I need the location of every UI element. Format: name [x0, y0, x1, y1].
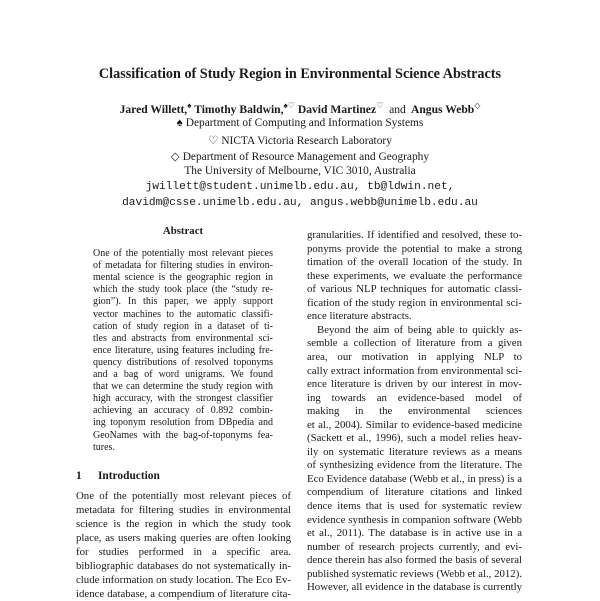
author-conjunction: and — [389, 102, 406, 116]
text-line: number of research projects currently, and evi- — [307, 540, 522, 553]
author-affiliation-mark: ♡ — [376, 101, 384, 110]
section-title: Introduction — [98, 470, 160, 482]
text-line: of metadata for filtering studies in environ- — [93, 260, 273, 272]
text-line: quency distributions of resolved toponyms — [93, 356, 273, 368]
text-line: timation of the overall location of the study. In — [307, 256, 522, 269]
diamond-icon: ◇ — [170, 151, 180, 163]
text-line: Eco Evidence database (Webb et al., in press) is a — [307, 472, 522, 485]
text-line: of various NLP techniques for automatic classi- — [307, 283, 522, 296]
author-affiliation-mark: ♠♡ — [283, 101, 295, 110]
text-line: One of the potentially most relevant pieces — [93, 248, 273, 259]
text-line: ence literature abstracts. — [307, 310, 412, 323]
text-line: ence literature is driven by our interest in mov- — [307, 378, 522, 391]
abstract-heading: Abstract — [162, 225, 204, 237]
text-line: ing toponym resolution from DBpedia and — [93, 417, 273, 429]
paper-title: Classification of Study Region in Environmental Science Abstracts — [98, 66, 502, 82]
spade-icon: ♠ — [176, 117, 183, 129]
affiliation-line — [0, 117, 600, 129]
author-name: David Martinez — [297, 102, 377, 116]
affiliation-line — [0, 149, 600, 163]
text-line: cation of study region in a dataset of ti- — [93, 320, 273, 332]
text-line: vector machines to the automatic classifi- — [93, 308, 273, 320]
text-line: Beyond the aim of being able to quickly as- — [317, 323, 522, 336]
text-line: fication of the study region in environmental sci- — [307, 296, 522, 309]
text-line: making in the environmental sciences — [307, 405, 522, 418]
text-line: of synthesizing evidence from the literature. The — [307, 459, 522, 472]
text-line: science is the region in which the study took — [76, 517, 291, 530]
text-line: ponyms provide the potential to make a strong — [307, 242, 522, 255]
text-line: and a bag of word unigrams. We found — [93, 369, 273, 380]
text-line: tles and abstracts from environmental sci- — [93, 332, 273, 344]
text-line: for studies performed in a specific area. — [76, 545, 291, 558]
author-name: Angus Webb — [410, 102, 475, 116]
text-line: which the study took place (the “study re- — [93, 284, 273, 296]
text-line: evidence synthesis in companion software (Webb — [307, 513, 522, 526]
affiliation-text: Department of Computing and Information Systems — [185, 117, 424, 129]
text-line: ence literature, using features including fre- — [93, 344, 273, 356]
text-line: clude information on study location. The Eco Ev- — [76, 573, 291, 586]
text-line: dence therein has also formed the basis of several — [307, 554, 522, 567]
author-affiliation-mark: ♠ — [187, 101, 192, 110]
text-line: dence items that is used for systematic review — [307, 500, 522, 512]
text-line: area, our motivation in applying NLP to — [307, 350, 522, 363]
text-line: achieving an accuracy of 0.892 combin- — [93, 405, 273, 417]
text-line: gion”). In this paper, we apply support — [93, 296, 273, 308]
text-line: GeoNames with the bag-of-toponyms fea- — [93, 429, 273, 441]
author-list — [0, 101, 600, 116]
section-number: 1 — [76, 470, 82, 482]
heart-icon: ♡ — [208, 135, 219, 147]
text-line: published systematic reviews (Webb et al., 2012). — [307, 567, 522, 580]
university-line: The University of Melbourne, VIC 3010, Australia — [184, 165, 416, 177]
text-line: that we can determine the study region with — [93, 381, 273, 393]
section-heading — [76, 470, 160, 482]
text-line: bibliographic databases do not systematically in- — [76, 559, 291, 572]
text-line: compendium of literature citations and linked — [307, 486, 522, 499]
text-line: granularities. If identified and resolved, these to- — [307, 229, 522, 241]
author-name: Jared Willett, — [119, 102, 188, 116]
text-line: One of the potentially most relevant pieces of — [76, 490, 291, 502]
text-line: et al., 2011). The database is in active use in a — [307, 527, 522, 540]
text-line: metadata for filtering studies in environmental — [76, 503, 291, 516]
text-line: However, all evidence in the database is currently — [307, 581, 522, 594]
text-line: ily on systematic literature reviews as a means — [307, 445, 522, 458]
email-line: jwillett@student.unimelb.edu.au, tb@ldwin.net, — [145, 181, 455, 193]
affiliation-text: Department of Resource Management and Geography — [182, 151, 430, 163]
author-affiliation-mark: ◇ — [474, 101, 481, 110]
text-line: ing towards an evidence-based model of — [307, 391, 522, 404]
text-line: mental science is the geographic region in — [93, 272, 273, 284]
email-line: davidm@csse.unimelb.edu.au, angus.webb@unimelb.edu.au — [122, 197, 478, 209]
affiliation-line — [0, 133, 600, 147]
text-line: these experiments, we evaluate the performance — [307, 269, 522, 282]
text-line: idence database, a compendium of literature cita- — [76, 587, 291, 600]
affiliation-text: NICTA Victoria Research Laboratory — [221, 135, 392, 147]
text-line: et al., 2004). Similar to evidence-based medicine — [307, 418, 522, 431]
author-name: Timothy Baldwin, — [194, 102, 284, 116]
text-line: high accuracy, with the strongest classifier — [93, 393, 273, 405]
text-line: (Sackett et al., 1996), such a model relies heav- — [307, 432, 522, 445]
text-line: cally extract information from environmental sci- — [307, 364, 522, 377]
text-line: place, as users making queries are often looking — [76, 531, 291, 544]
text-line: semble a collection of literature from a given — [307, 337, 522, 350]
text-line: tures. — [93, 441, 115, 453]
